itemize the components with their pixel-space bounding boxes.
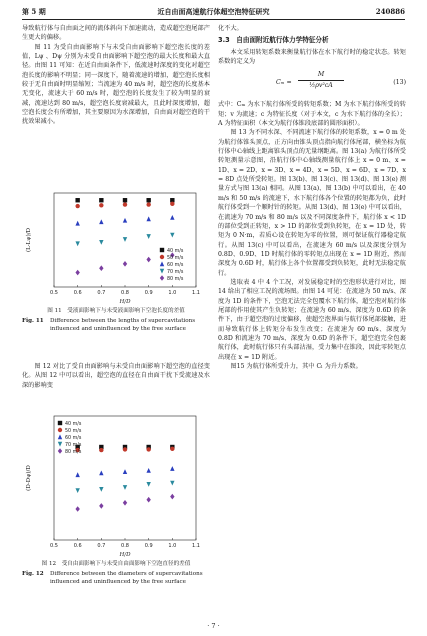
right-paragraph-4: 选取表 4 中 4 个工况，对发展稳定时的空泡形状进行对比，图 14 给出了相应工况的流场图。由图 14 可见：在流速为 50 m/s、深度为 1D 的条件下，空泡无法完全包覆水下航行体，超空泡对航行体尾部的作用使其产生负转矩；在流速为 60 m/s、深度为 0.6D 的条件下，由于超空泡的过度偏移，使超空泡界面与航行体尾部接触，进而导致航行体上转矩分布发生改变；在流速为 60 m/s、深度为 0.8D 和流速为 70 m/s、深度为 0.6D 的条件下，超空泡完全包裹航行体，此时航行体只有头部沾湿，受力集中在锥段，因此零转矩点出现在 x = 1D 附近。 [218, 278, 406, 361]
data-point [99, 487, 103, 492]
legend-entry: 50 m/s [65, 429, 82, 434]
equation-fraction [298, 70, 344, 90]
figure-12 [22, 410, 210, 586]
x-tick-label: 0.5 [50, 290, 58, 296]
data-point [99, 198, 103, 202]
right-paragraph-1: 本文采用转矩系数来衡量航行体在水下航行时的稳定状态。转矩系数的定义为 [218, 48, 406, 66]
data-point [146, 202, 150, 206]
right-paragraph-0: 化不大。 [218, 25, 243, 32]
data-point [170, 233, 174, 238]
data-point [75, 506, 79, 512]
right-column [218, 24, 406, 371]
figure-11-chart [22, 187, 210, 307]
data-point [146, 216, 150, 221]
legend-marker [58, 421, 62, 425]
data-point [75, 204, 79, 208]
data-point [146, 468, 150, 473]
data-point [75, 221, 79, 226]
data-point [99, 503, 103, 509]
data-point [75, 198, 79, 202]
data-point [123, 202, 127, 206]
header-rule [22, 19, 405, 20]
x-axis-label: H/D [119, 552, 131, 558]
data-point [75, 472, 79, 477]
x-tick-label: 0.6 [73, 543, 82, 549]
x-tick-label: 0.7 [97, 290, 106, 296]
data-point [99, 203, 103, 207]
legend-marker [58, 448, 62, 454]
data-point [146, 234, 150, 239]
data-point [170, 202, 174, 206]
figure-11-caption-en [22, 317, 210, 333]
left-paragraph-1: 导致航行体与自由面之间的流体斜向下加速流动，造成超空泡尾部产生更大的偏移。 [22, 25, 210, 42]
legend-entry: 80 m/s [167, 277, 184, 282]
plot-frame [54, 416, 196, 540]
figure-12-caption-en [22, 570, 210, 586]
data-point [146, 497, 150, 503]
figure-11-caption-en-text: Difference between the lengths of supercavitations influenced and uninfluenced by the free surface [50, 318, 196, 332]
data-point [75, 241, 79, 246]
data-point [123, 447, 127, 451]
left-column [22, 24, 210, 127]
data-point [170, 481, 174, 486]
x-tick-label: 1.0 [168, 290, 177, 296]
x-tick-label: 0.8 [121, 290, 129, 296]
data-point [146, 447, 150, 451]
data-point [123, 469, 127, 474]
x-tick-label: 0.9 [144, 543, 153, 549]
data-point [123, 218, 127, 223]
data-point [99, 470, 103, 475]
y-axis-label: (L-Lψ)/D [26, 227, 32, 253]
equation-number: (13) [393, 79, 406, 87]
equation-numerator: M [298, 70, 344, 80]
section-heading: 3.3 自由面附近航行体力学特征分析 [218, 36, 329, 45]
data-point [75, 488, 79, 493]
x-tick-label: 1.1 [192, 543, 200, 549]
figure-11-label: Fig. 11 [22, 318, 44, 324]
data-point [123, 485, 127, 490]
journal-title: 近自由面高速航行体超空泡特征研究 [157, 7, 270, 16]
legend-entry: 80 m/s [65, 450, 82, 455]
data-point [146, 482, 150, 487]
data-point [123, 500, 127, 506]
data-point [146, 257, 150, 263]
legend-entry: 60 m/s [167, 263, 184, 268]
data-point [170, 494, 174, 500]
data-point [99, 448, 103, 452]
figure-12-chart [22, 410, 210, 560]
page-header [0, 0, 427, 20]
data-point [75, 270, 79, 276]
page-number: · 7 · [207, 622, 220, 630]
figure-12-caption-en-text: Difference between the diameters of supercavitations influenced and uninfluenced by the free surface [50, 571, 203, 585]
x-tick-label: 0.7 [97, 543, 106, 549]
figure-11-caption-cn: 图 11 受液面影响下与未受液面影响下空泡长度的差值 [47, 308, 185, 314]
legend-marker [160, 275, 164, 281]
legend-marker [160, 248, 164, 252]
y-axis-label: (D-Dψ)/D [26, 465, 32, 491]
data-point [170, 215, 174, 220]
left-column-lower [22, 362, 210, 390]
figure-12-caption-cn: 图 12 受自由面影响下与未受自由面影响下空泡直径的差值 [41, 561, 191, 567]
x-tick-label: 0.5 [50, 543, 58, 549]
data-point [123, 237, 127, 242]
legend-marker [160, 255, 164, 259]
right-paragraph-3: 图 13 为不同水深、不同流速下航行体的转矩系数，x = 0 m 处为航行体锥头顶点，正方向由锥头顶点指向航行体尾部，横坐标为航行体中心轴线上距离锥头顶点的无量纲距离。图 13(a) 为航行体所受转矩测量示意图，沿航行体中心轴线测量航行体上 x = 0 m、x = 1D、x = 2D、x = 3D、x = 4D、x = 5D、x = 6D、x = 7D、x = 8D 点处所受转矩。图 13(b)、图 13(c)、图 13(d)、图 13(e) 测量方式与图 13(a) 相同。从图 13(a)、图 13(b) 中可以看出，在 40 m/s 和 50 m/s 的流速下，水下航行体各个位置的转矩都为负，此时航行体受到一个顺时针的转矩。从图 13(d)、图 13(e) 中可以看出，在流速为 70 m/s 和 80 m/s 以及不同深度条件下，航行体 x < 1D 的部位受到正转矩，x > 1D 的部位受到负转矩，在 x = 1D 处，转矩为 0 N·m，若质心设在转矩为零的位置，则可保证航行器稳定航行。从图 13(c) 中可以看出，在流速为 60 m/s 以及深度分别为 0.8D、0.9D、1D 时航行体的零转矩点出现在 x = 1D 附近，然而深度为 0.6D 时，航行体上各个位置都受到负转矩，此时无法稳定航行。 [218, 129, 406, 277]
legend-marker [58, 442, 62, 447]
x-tick-label: 0.8 [121, 543, 129, 549]
data-point [146, 198, 150, 202]
data-point [170, 447, 174, 451]
x-axis-label: H/D [119, 299, 131, 305]
issue-label: 第 5 期 [22, 7, 46, 16]
data-point [99, 240, 103, 245]
article-id: 240886 [375, 7, 405, 16]
left-paragraph-3: 图 12 对比了受自由面影响与未受自由面影响下超空泡的直径变化。从图 12 中可以看出，超空泡的直径在自由面干扰下受流速及水深的影响变 [22, 363, 210, 389]
data-point [99, 265, 103, 271]
equation-13 [218, 69, 406, 97]
data-point [123, 198, 127, 202]
right-paragraph-5: 图15 为航行体所受升力，其中 Cₗ 为升力系数。 [230, 363, 362, 370]
data-point [99, 219, 103, 224]
legend-entry: 60 m/s [65, 436, 82, 441]
legend-marker [160, 269, 164, 274]
equation-denominator: ½ρv²cA [309, 81, 333, 89]
legend-entry: 50 m/s [167, 256, 184, 261]
left-paragraph-2: 图 11 为受自由面影响下与未受自由面影响下超空泡长度的差值，Lψ 、Dψ 分别为未受自由面影响下超空泡的最大长度和最大直径。由图 11 可知：在近自由面条件下，低流速时深度的变化对超空泡长度的影响不明显；同一深度下，随着流速的增加，超空泡长度相较于无自由面时明显缩短；当流速为 40 m/s 时，超空泡的长度基本无变化，流速大于 60 m/s 时，超空泡的长度发生了较为明显的衰减，流速达到 80 m/s，超空泡长度衰减最大，且此时深度增加，超空泡长度会有所增加，其主要原因为水深增加，自由面对超空泡的干扰效果减小。 [22, 43, 210, 126]
x-tick-label: 1.0 [168, 543, 177, 549]
legend-entry: 70 m/s [65, 443, 82, 448]
equation-lhs: Cₘ = [276, 79, 292, 87]
legend-marker [58, 428, 62, 432]
figure-12-label: Fig. 12 [22, 571, 44, 577]
figure-11 [22, 187, 210, 333]
legend-entry: 40 m/s [167, 249, 184, 254]
legend-marker [58, 434, 62, 439]
legend-marker [160, 261, 164, 266]
right-paragraph-2: 式中：Cₘ 为水下航行体所受的转矩系数；M 为水下航行体所受的转矩；v 为流速；c 为特征长度（对于本文，c 为水下航行体的全长）；A 为特征面积（本文为航行体锥段底部的圆形面积）。 [218, 101, 406, 128]
data-point [123, 261, 127, 267]
x-tick-label: 1.1 [192, 290, 200, 296]
x-tick-label: 0.6 [73, 290, 82, 296]
data-point [170, 466, 174, 471]
legend-entry: 40 m/s [65, 422, 82, 427]
legend-entry: 70 m/s [167, 270, 184, 275]
x-tick-label: 0.9 [144, 290, 153, 296]
